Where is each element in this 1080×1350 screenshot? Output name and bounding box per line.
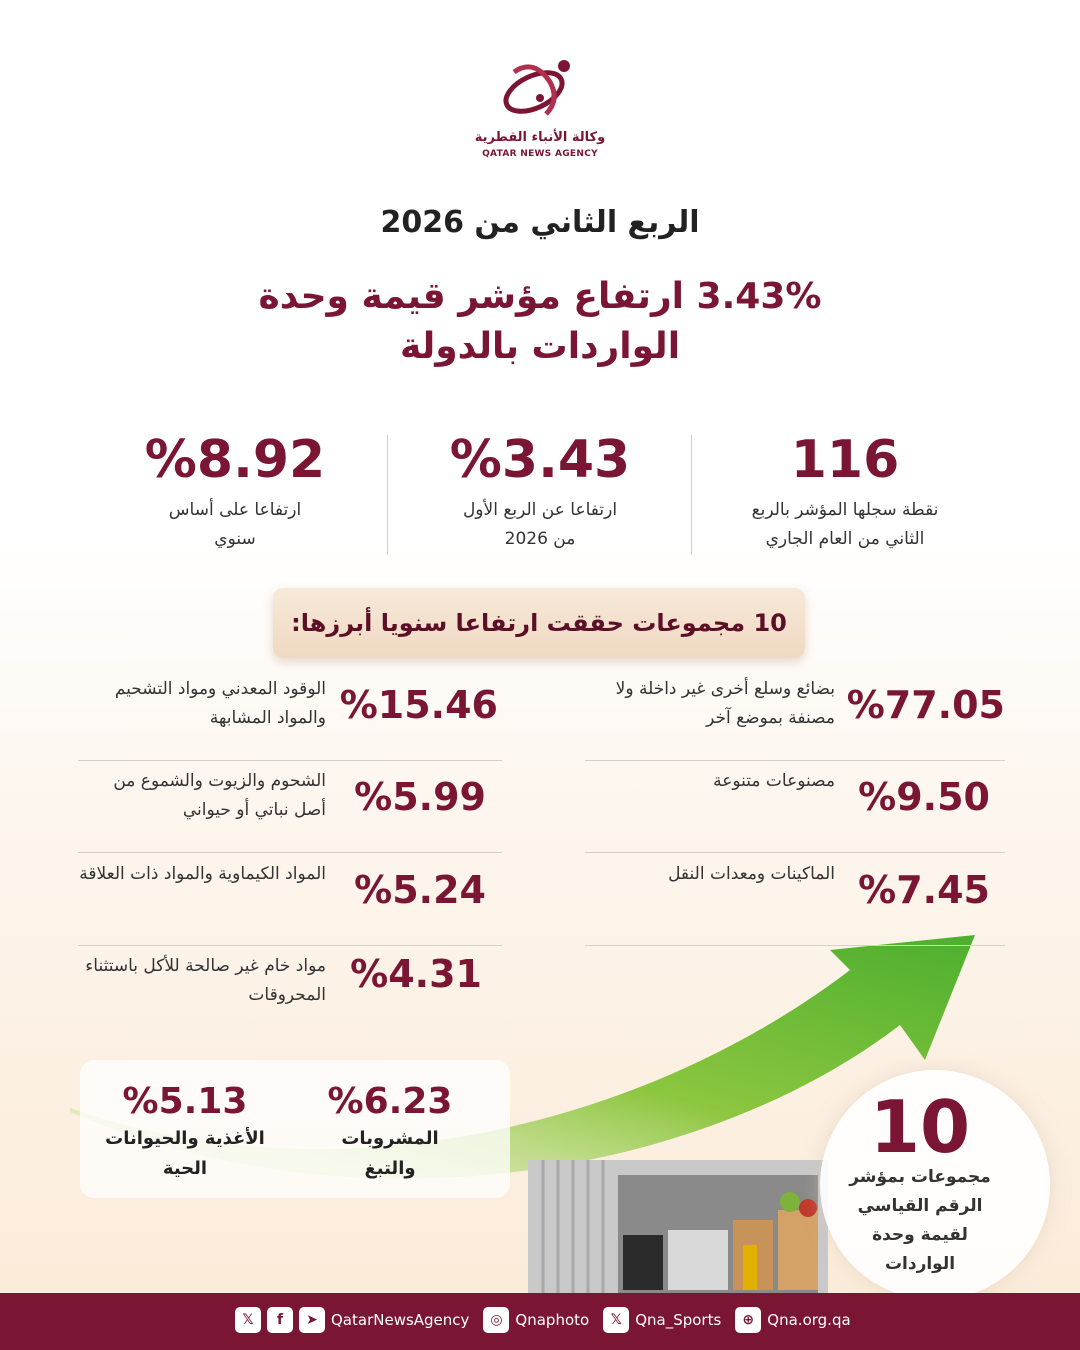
logo-english-name: QATAR NEWS AGENCY [482,149,598,159]
stat-label-line-2: من 2026 [504,529,576,549]
social-handle-sports[interactable]: Qna_Sports [635,1311,722,1329]
row-divider [585,760,1005,761]
stat-value: 116 [790,430,900,490]
group-percent: %77.05 [846,683,1005,727]
group-description: المواد الكيماوية والمواد ذات العلاقة [79,864,326,884]
groups-count-text: مجموعات بمؤشر الرقم القياسي لقيمة وحدة الواردات [849,1167,991,1274]
stat-label-line-1: نقطة سجلها المؤشر بالربع [751,500,939,520]
headline-line-2: الواردات بالدولة [399,326,681,367]
group-description: بضائع وسلع أخرى غير داخلة ولا مصنفة بموضع آخر [615,679,835,728]
facebook-icon[interactable]: f [267,1307,293,1333]
divider [691,435,692,555]
footer-bar [0,1293,1080,1350]
instagram-icon[interactable]: ◎ [483,1307,509,1333]
stat-label-line-1: ارتفاعا عن الربع الأول [462,500,618,520]
group-description: الماكينات ومعدات النقل [668,864,835,884]
group-percent: %9.50 [858,775,990,819]
stat-value: %3.43 [449,430,631,490]
group-label-line-2: والتبغ [364,1158,416,1179]
x-icon[interactable]: 𝕏 [603,1307,629,1333]
group-label-line-2: الحية [162,1158,208,1179]
stat-index-points [695,430,995,554]
social-links [235,1307,859,1333]
list-item [78,675,502,761]
telegram-icon[interactable]: ➤ [299,1307,325,1333]
stat-value: %8.92 [144,430,326,490]
stat-label [390,496,690,554]
headline [190,272,890,372]
bottom-group-food [85,1080,285,1184]
shipping-container-illustration [528,1150,828,1295]
group-description: مصنوعات متنوعة [713,771,835,791]
qna-logo [470,52,610,167]
website-link[interactable]: Qna.org.qa [767,1311,851,1329]
subtitle: الربع الثاني من 2026 [380,205,700,240]
group-percent: %5.13 [122,1081,248,1122]
x-icon[interactable]: 𝕏 [235,1307,261,1333]
group-percent: %5.24 [354,868,486,912]
globe-icon[interactable]: ⊕ [735,1307,761,1333]
group-percent: %15.46 [339,683,498,727]
group-label [85,1124,285,1184]
stat-quarterly-rise [390,430,690,554]
stat-label-line-2: الثاني من العام الجاري [765,529,925,549]
list-item [78,860,502,946]
qna-logo-icon [500,52,580,128]
row-divider [78,852,502,853]
group-label-line-1: المشروبات [341,1128,439,1149]
groups-count-number: 10 [869,1085,971,1169]
stat-label [85,496,385,554]
list-item [585,767,1005,853]
headline-line-1: 3.43% ارتفاع مؤشر قيمة وحدة [258,276,822,317]
list-item [78,952,502,1022]
group-label-line-1: الأغذية والحيوانات [105,1128,265,1149]
divider [387,435,388,555]
group-percent: %5.99 [354,775,486,819]
row-divider [78,760,502,761]
group-percent: %6.23 [327,1081,453,1122]
groups-banner [273,588,805,658]
stat-label-line-1: ارتفاعا على أساس [168,500,302,520]
bottom-group-beverages [290,1080,490,1184]
logo-arabic-name: وكالة الأنباء القطرية [474,130,606,145]
social-handle-main[interactable]: QatarNewsAgency [331,1311,470,1329]
group-label [290,1124,490,1184]
stat-annual-rise [85,430,385,554]
groups-banner-text: 10 مجموعات حققت ارتفاعا سنويا أبرزها: [291,609,787,637]
row-divider [78,945,502,946]
list-item [585,860,1005,946]
group-description: الوقود المعدني ومواد التشحيم والمواد المشابهة [114,679,326,728]
group-percent: %4.31 [350,952,482,996]
group-description: الشحوم والزيوت والشموع من أصل نباتي أو حيواني [113,771,326,820]
row-divider [585,852,1005,853]
stat-label-line-2: سنوي [214,529,256,549]
list-item [585,675,1005,761]
list-item [78,767,502,853]
row-divider [585,945,1005,946]
stat-label [695,496,995,554]
group-description: مواد خام غير صالحة للأكل باستثناء المحروقات [85,956,326,1005]
group-percent: %7.45 [858,868,990,912]
social-handle-photo[interactable]: Qnaphoto [515,1311,590,1329]
